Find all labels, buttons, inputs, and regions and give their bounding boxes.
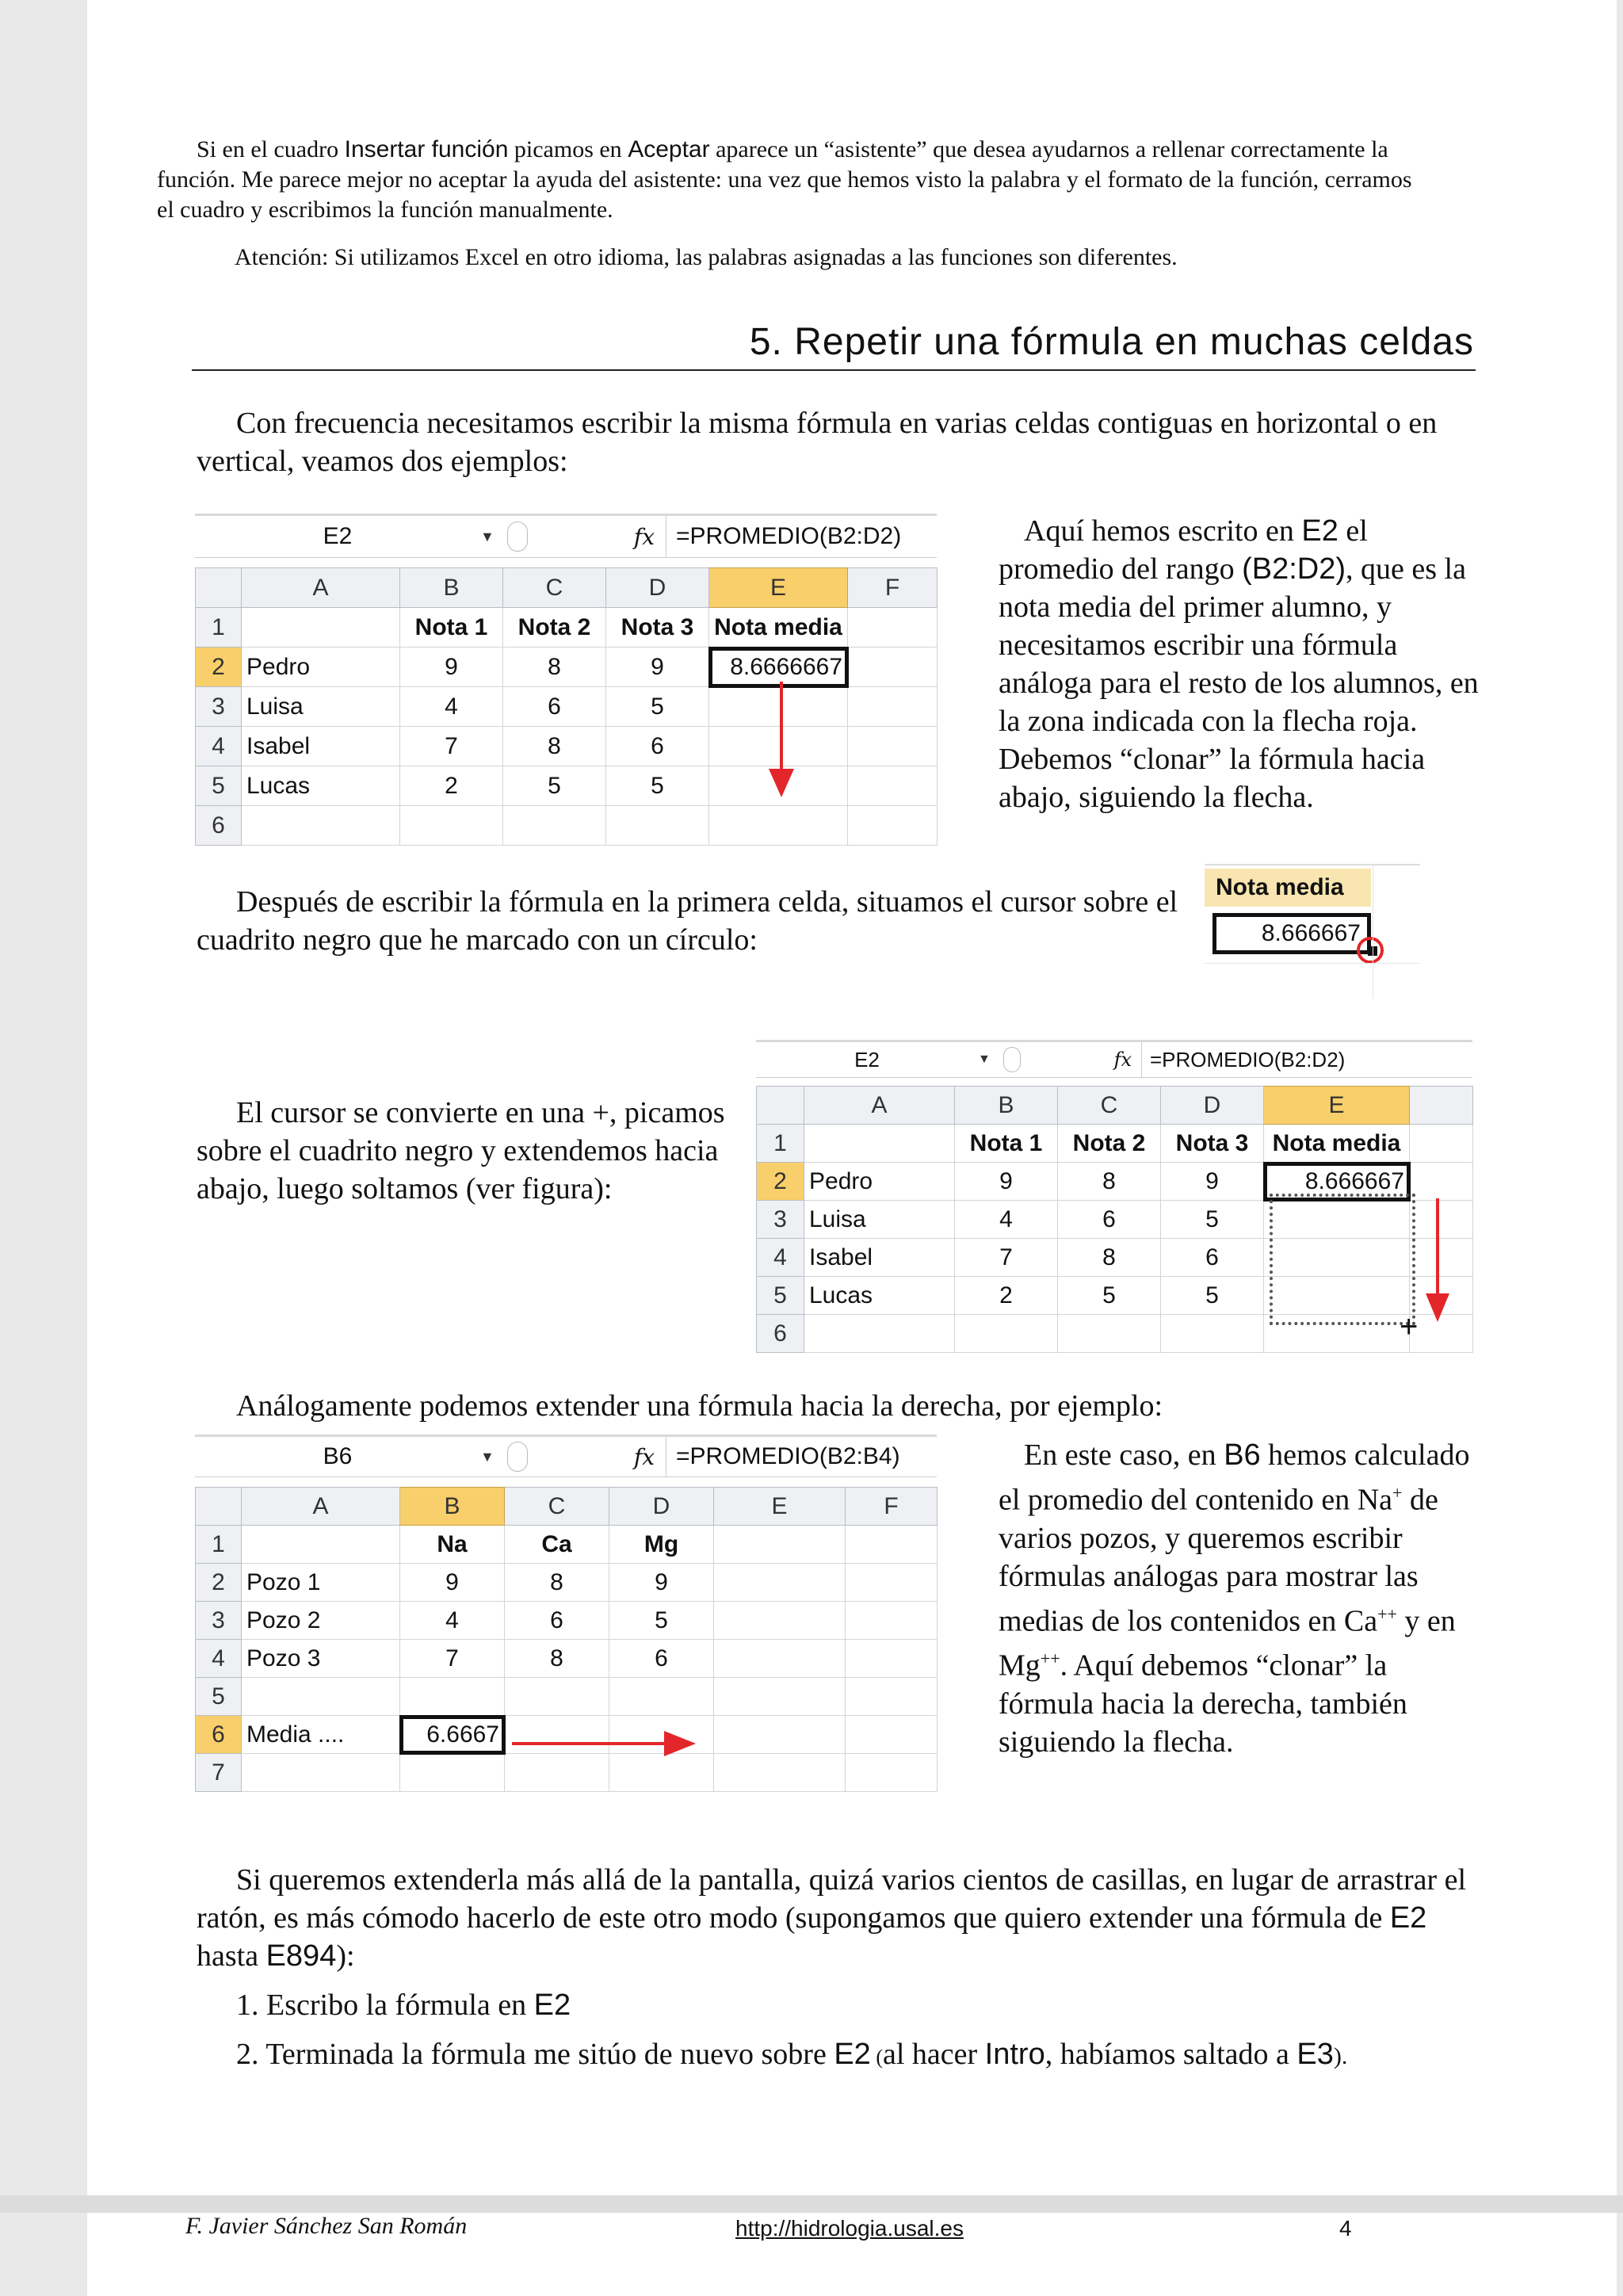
row-header[interactable]: 1 bbox=[196, 608, 242, 648]
table-row bbox=[196, 608, 938, 648]
row-header[interactable]: 3 bbox=[757, 1201, 804, 1239]
cell[interactable] bbox=[1161, 1315, 1264, 1353]
fx-icon[interactable]: fx bbox=[633, 523, 655, 550]
cell[interactable]: Nota media bbox=[1264, 1125, 1410, 1163]
column-header[interactable]: E bbox=[709, 568, 848, 608]
cell[interactable] bbox=[848, 806, 938, 846]
row-header[interactable]: 3 bbox=[196, 1602, 242, 1640]
spreadsheet-1 bbox=[195, 514, 937, 846]
footer-url-link[interactable]: http://hidrologia.usal.es bbox=[735, 2216, 964, 2241]
cell[interactable] bbox=[400, 1678, 505, 1716]
column-header[interactable]: A bbox=[242, 1488, 400, 1526]
column-header[interactable]: C bbox=[1058, 1087, 1161, 1125]
cell[interactable]: Luisa bbox=[804, 1201, 955, 1239]
list-item: 1. Escribo la fórmula en E2 bbox=[236, 1988, 571, 2022]
cell[interactable] bbox=[714, 1678, 846, 1716]
column-header[interactable]: D bbox=[1161, 1087, 1264, 1125]
cell[interactable] bbox=[400, 1754, 505, 1792]
cell[interactable] bbox=[846, 1564, 938, 1602]
cell[interactable]: Pedro bbox=[804, 1163, 955, 1201]
plus-cursor-icon: + bbox=[1400, 1309, 1419, 1344]
side-text-3: En este caso, en B6 hemos calculado el promedio del contenido en Na+ de varios pozos, y queremos escribir fórmulas análogas para mostrar las medias de los contenidos en Ca++ y en Mg++. Aquí debemos “clonar” la fórmula hacia la derecha, también siguiendo la flecha. bbox=[999, 1438, 1470, 1759]
cell[interactable]: 9 bbox=[1161, 1163, 1264, 1201]
cell[interactable]: 5 bbox=[1161, 1277, 1264, 1315]
row-header[interactable]: 2 bbox=[196, 648, 242, 687]
column-header[interactable]: F bbox=[848, 568, 938, 608]
table-row bbox=[196, 1678, 938, 1716]
cell[interactable]: 9 bbox=[609, 1564, 714, 1602]
cell[interactable]: Na bbox=[400, 1526, 505, 1564]
chevron-down-icon[interactable]: ▼ bbox=[480, 528, 495, 544]
cell[interactable]: 5 bbox=[503, 766, 606, 806]
cell[interactable] bbox=[848, 727, 938, 766]
chevron-down-icon[interactable]: ▼ bbox=[480, 1448, 495, 1465]
column-header[interactable]: D bbox=[606, 568, 709, 608]
row-header[interactable]: 1 bbox=[196, 1526, 242, 1564]
cell[interactable]: 4 bbox=[400, 687, 503, 727]
cell[interactable] bbox=[1410, 1125, 1473, 1163]
cell[interactable]: 6 bbox=[1058, 1201, 1161, 1239]
table-row bbox=[196, 687, 938, 727]
formula-bar[interactable]: =PROMEDIO(B2:D2) bbox=[666, 516, 937, 557]
cell[interactable]: 8 bbox=[505, 1564, 609, 1602]
cell[interactable] bbox=[846, 1602, 938, 1640]
row-header[interactable]: 6 bbox=[757, 1315, 804, 1353]
section-rule bbox=[192, 369, 1476, 371]
row-header[interactable]: 1 bbox=[757, 1125, 804, 1163]
cell[interactable]: 8.666667 bbox=[1264, 1163, 1410, 1201]
namebox-handle[interactable] bbox=[1003, 1047, 1021, 1072]
row-header[interactable]: 5 bbox=[196, 766, 242, 806]
cell[interactable]: Pozo 2 bbox=[242, 1602, 400, 1640]
namebox-handle[interactable] bbox=[507, 1442, 528, 1472]
circle-marker-icon bbox=[1357, 937, 1384, 964]
cell[interactable]: 6 bbox=[609, 1640, 714, 1678]
select-all-corner[interactable] bbox=[757, 1087, 804, 1125]
cell[interactable]: 6 bbox=[503, 687, 606, 727]
spreadsheet-3 bbox=[195, 1435, 937, 1792]
cell[interactable]: 9 bbox=[400, 648, 503, 687]
row-header[interactable]: 4 bbox=[757, 1239, 804, 1277]
cell[interactable]: 2 bbox=[955, 1277, 1058, 1315]
cell[interactable]: 5 bbox=[609, 1602, 714, 1640]
page-margin-left bbox=[0, 0, 87, 2296]
cell[interactable]: 8 bbox=[505, 1640, 609, 1678]
cell[interactable] bbox=[846, 1640, 938, 1678]
cell[interactable] bbox=[609, 1678, 714, 1716]
cell[interactable]: Nota 2 bbox=[503, 608, 606, 648]
column-header[interactable]: C bbox=[503, 568, 606, 608]
zoom-header: Nota media bbox=[1205, 869, 1371, 907]
cell[interactable] bbox=[848, 608, 938, 648]
spreadsheet-2 bbox=[756, 1040, 1472, 1353]
row-header[interactable]: 4 bbox=[196, 1640, 242, 1678]
cell[interactable] bbox=[804, 1315, 955, 1353]
cell[interactable] bbox=[846, 1716, 938, 1754]
table-row bbox=[196, 1640, 938, 1678]
table-row bbox=[196, 1602, 938, 1640]
cell[interactable]: 7 bbox=[400, 1640, 505, 1678]
cell[interactable] bbox=[242, 1526, 400, 1564]
para-intro-examples: Con frecuencia necesitamos escribir la misma fórmula en varias celdas contiguas en horizontal o en vertical, veamos dos ejemplos: bbox=[197, 407, 1438, 478]
cell[interactable]: Ca bbox=[505, 1526, 609, 1564]
fill-range-selection bbox=[1270, 1194, 1415, 1325]
cell[interactable]: 6 bbox=[1161, 1239, 1264, 1277]
cell[interactable]: Media .... bbox=[242, 1716, 400, 1754]
cell[interactable] bbox=[503, 806, 606, 846]
cell[interactable]: 6 bbox=[505, 1602, 609, 1640]
name-box[interactable]: E2 bbox=[323, 523, 353, 549]
footer-author: F. Javier Sánchez San Román bbox=[185, 2213, 468, 2239]
row-header[interactable]: 5 bbox=[196, 1678, 242, 1716]
cell[interactable] bbox=[848, 687, 938, 727]
table-row bbox=[196, 1564, 938, 1602]
cell[interactable] bbox=[714, 1716, 846, 1754]
cell[interactable]: Pedro bbox=[242, 648, 400, 687]
cell[interactable]: 4 bbox=[400, 1602, 505, 1640]
row-header[interactable]: 6 bbox=[196, 1716, 242, 1754]
cell[interactable]: 6.6667 bbox=[400, 1716, 505, 1754]
zoom-value: 8.666667 bbox=[1212, 913, 1371, 954]
row-header[interactable]: 3 bbox=[196, 687, 242, 727]
row-header[interactable]: 2 bbox=[757, 1163, 804, 1201]
cell[interactable]: 2 bbox=[400, 766, 503, 806]
column-header[interactable]: E bbox=[1264, 1087, 1410, 1125]
section-title: 5. Repetir una fórmula en muchas celdas bbox=[749, 321, 1474, 363]
cell[interactable] bbox=[846, 1754, 938, 1792]
column-header[interactable]: A bbox=[242, 568, 400, 608]
cell[interactable] bbox=[714, 1564, 846, 1602]
cell[interactable] bbox=[848, 648, 938, 687]
row-header[interactable]: 7 bbox=[196, 1754, 242, 1792]
cell[interactable] bbox=[242, 806, 400, 846]
cell[interactable]: Nota 2 bbox=[1058, 1125, 1161, 1163]
column-header[interactable]: B bbox=[400, 1488, 505, 1526]
column-header[interactable] bbox=[1410, 1087, 1473, 1125]
para-cursor-plus: El cursor se convierte en una +, picamos sobre el cuadrito negro y extendemos hacia abajo, luego soltamos (ver figura): bbox=[197, 1096, 725, 1205]
cell[interactable]: Isabel bbox=[804, 1239, 955, 1277]
cell[interactable] bbox=[804, 1125, 955, 1163]
fx-icon[interactable]: fx bbox=[1113, 1049, 1132, 1071]
formula-bar[interactable]: =PROMEDIO(B2:B4) bbox=[666, 1437, 937, 1477]
cell[interactable]: Mg bbox=[609, 1526, 714, 1564]
para-right-example: Análogamente podemos extender una fórmula hacia la derecha, por ejemplo: bbox=[236, 1389, 1163, 1423]
cell[interactable]: 7 bbox=[400, 727, 503, 766]
cell[interactable]: 9 bbox=[955, 1163, 1058, 1201]
cell[interactable] bbox=[1058, 1315, 1161, 1353]
intro-paragraph: Si en el cuadro Insertar función picamos en Aceptar aparece un “asistente” que desea ayudarnos a rellenar correctamente la función. Me parece mejor no aceptar la ayuda del asistente: una vez que hemos visto la palabra y el formato de la función, cerramos el cuadro y escribimos la función manualmente. bbox=[157, 136, 1412, 223]
cell[interactable]: 5 bbox=[606, 687, 709, 727]
select-all-corner[interactable] bbox=[196, 568, 242, 608]
fill-handle-zoom bbox=[1205, 864, 1420, 999]
cell[interactable]: 6 bbox=[606, 727, 709, 766]
cell[interactable]: Pozo 1 bbox=[242, 1564, 400, 1602]
cell[interactable]: Nota 3 bbox=[1161, 1125, 1264, 1163]
table-row bbox=[196, 648, 938, 687]
cell[interactable]: 9 bbox=[606, 648, 709, 687]
namebox-handle[interactable] bbox=[507, 521, 528, 552]
side-text-1: Aquí hemos escrito en E2 el promedio del rango (B2:D2), que es la nota media del primer alumno, y necesitamos escribir una fórmula análoga para el resto de los alumnos, en la zona indicada con la flecha roja. Debemos “clonar” la fórmula hacia abajo, siguiendo la flecha. bbox=[999, 514, 1479, 814]
chevron-down-icon[interactable]: ▼ bbox=[978, 1052, 991, 1066]
sheet1-grid bbox=[195, 567, 938, 846]
row-header[interactable]: 4 bbox=[196, 727, 242, 766]
cell[interactable]: Nota 1 bbox=[400, 608, 503, 648]
cell[interactable] bbox=[242, 608, 400, 648]
cell[interactable] bbox=[242, 1754, 400, 1792]
cell[interactable] bbox=[714, 1526, 846, 1564]
cell[interactable]: Lucas bbox=[804, 1277, 955, 1315]
page-margin-right bbox=[1617, 0, 1623, 2296]
arrow-down-icon bbox=[1422, 1195, 1453, 1330]
cell[interactable]: 7 bbox=[955, 1239, 1058, 1277]
para-cursor: Después de escribir la fórmula en la primera celda, situamos el cursor sobre el cuadrito negro que he marcado con un círculo: bbox=[197, 885, 1178, 957]
list-item: 2. Terminada la fórmula me sitúo de nuevo sobre E2 (al hacer Intro, habíamos saltado a E3). bbox=[236, 2038, 1348, 2071]
cell[interactable]: 8 bbox=[503, 648, 606, 687]
cell[interactable] bbox=[606, 806, 709, 846]
cell[interactable] bbox=[848, 766, 938, 806]
cell[interactable]: 8 bbox=[1058, 1163, 1161, 1201]
cell[interactable]: 8.6666667 bbox=[709, 648, 848, 687]
table-row bbox=[757, 1125, 1473, 1163]
cell[interactable]: Nota 3 bbox=[606, 608, 709, 648]
formula-bar[interactable]: =PROMEDIO(B2:D2) bbox=[1141, 1042, 1472, 1077]
cell[interactable] bbox=[714, 1754, 846, 1792]
footer-page-number: 4 bbox=[1339, 2216, 1352, 2241]
page-margin-bottom bbox=[0, 2195, 1623, 2213]
cell[interactable]: 8 bbox=[1058, 1239, 1161, 1277]
cell[interactable]: 4 bbox=[955, 1201, 1058, 1239]
table-row bbox=[196, 766, 938, 806]
cell[interactable]: Pozo 3 bbox=[242, 1640, 400, 1678]
cell[interactable] bbox=[400, 806, 503, 846]
arrow-right-icon bbox=[512, 1728, 702, 1759]
cell[interactable]: 9 bbox=[400, 1564, 505, 1602]
row-header[interactable]: 6 bbox=[196, 806, 242, 846]
row-header[interactable]: 2 bbox=[196, 1564, 242, 1602]
table-row bbox=[196, 1526, 938, 1564]
name-box[interactable]: B6 bbox=[323, 1443, 353, 1469]
cell[interactable]: 8 bbox=[503, 727, 606, 766]
column-header[interactable]: A bbox=[804, 1087, 955, 1125]
cell[interactable] bbox=[955, 1315, 1058, 1353]
arrow-down-icon bbox=[766, 682, 797, 800]
cell[interactable] bbox=[242, 1678, 400, 1716]
cell[interactable]: 5 bbox=[1161, 1201, 1264, 1239]
select-all-corner[interactable] bbox=[196, 1488, 242, 1526]
column-header[interactable]: E bbox=[714, 1488, 846, 1526]
cell[interactable]: Lucas bbox=[242, 766, 400, 806]
cell[interactable] bbox=[714, 1640, 846, 1678]
cell[interactable]: Luisa bbox=[242, 687, 400, 727]
cell[interactable]: Isabel bbox=[242, 727, 400, 766]
cell[interactable]: Nota media bbox=[709, 608, 848, 648]
attention-paragraph: Atención: Si utilizamos Excel en otro idioma, las palabras asignadas a las funciones son diferentes. bbox=[235, 244, 1178, 270]
cell[interactable] bbox=[846, 1678, 938, 1716]
cell[interactable]: 5 bbox=[1058, 1277, 1161, 1315]
cell[interactable] bbox=[714, 1602, 846, 1640]
cell[interactable]: 5 bbox=[606, 766, 709, 806]
table-row bbox=[196, 806, 938, 846]
fx-icon[interactable]: fx bbox=[633, 1443, 655, 1470]
cell[interactable] bbox=[846, 1526, 938, 1564]
column-header[interactable]: D bbox=[609, 1488, 714, 1526]
column-header[interactable]: B bbox=[400, 568, 503, 608]
row-header[interactable]: 5 bbox=[757, 1277, 804, 1315]
cell[interactable] bbox=[709, 806, 848, 846]
para-extend-far: Si queremos extenderla más allá de la pantalla, quizá varios cientos de casillas, en lugar de arrastrar el ratón, es más cómodo hacerlo de este otro modo (supongamos que quiero extender una fórmula de E2 hasta E894): bbox=[197, 1863, 1467, 1973]
table-row bbox=[196, 727, 938, 766]
cell[interactable] bbox=[505, 1678, 609, 1716]
column-header[interactable]: B bbox=[955, 1087, 1058, 1125]
cell[interactable]: Nota 1 bbox=[955, 1125, 1058, 1163]
column-header[interactable]: F bbox=[846, 1488, 938, 1526]
column-header[interactable]: C bbox=[505, 1488, 609, 1526]
name-box[interactable]: E2 bbox=[854, 1047, 880, 1072]
